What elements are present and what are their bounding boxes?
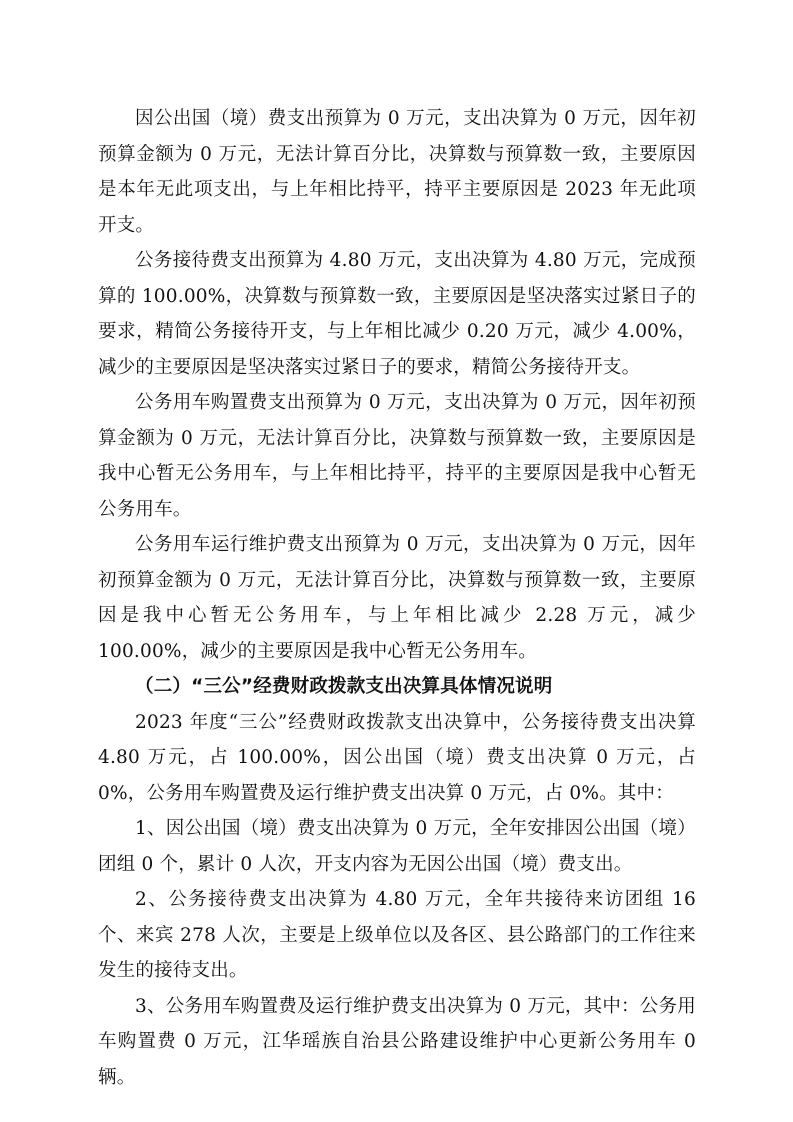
- paragraph-item-1: 1、因公出国（境）费支出决算为 0 万元，全年安排因公出国（境）团组 0 个，累计 0 人次，开支内容为无因公出国（境）费支出。: [98, 818, 696, 875]
- paragraph-summary: 2023 年度“三公”经费财政拨款支出决算中，公务接待费支出决算 4.80 万元，占 100.00%，因公出国（境）费支出决算 0 万元，占 0%，公务用车购置费及运行维护费支出决算 0 万元，占 0%。其中：: [98, 711, 696, 804]
- paragraph-overseas-expense: 因公出国（境）费支出预算为 0 万元，支出决算为 0 万元，因年初预算金额为 0 万元，无法计算百分比，决算数与预算数一致，主要原因是本年无此项支出，与上年相比持平，持平主要原因是 2023 年无此项开支。: [98, 108, 696, 236]
- paragraph-item-2: 2、公务接待费支出决算为 4.80 万元，全年共接待来访团组 16 个、来宾 278 人次，主要是上级单位以及各区、县公路部门的工作往来发生的接待支出。: [98, 889, 696, 981]
- paragraph-vehicle-operation: 公务用车运行维护费支出预算为 0 万元，支出决算为 0 万元，因年初预算金额为 0 万元，无法计算百分比，决算数与预算数一致，主要原因是我中心暂无公务用车，与上年相比减少 2.28 万元，减少 100.00%，减少的主要原因是我中心暂无公务用车。: [98, 534, 696, 662]
- section-heading: （二）“三公”经费财政拨款支出决算具体情况说明: [135, 676, 553, 697]
- paragraph-reception-expense: 公务接待费支出预算为 4.80 万元，支出决算为 4.80 万元，完成预算的 100.00%，决算数与预算数一致，主要原因是坚决落实过紧日子的要求，精简公务接待开支，与上年相比减少 0.20 万元，减少 4.00%，减少的主要原因是坚决落实过紧日子的要求，精简公务接待开支。: [98, 250, 696, 378]
- paragraph-vehicle-purchase: 公务用车购置费支出预算为 0 万元，支出决算为 0 万元，因年初预算金额为 0 万元，无法计算百分比，决算数与预算数一致，主要原因是我中心暂无公务用车，与上年相比持平，持平的主要原因是我中心暂无公务用车。: [98, 392, 696, 520]
- document-body: [98, 101, 696, 1095]
- paragraph-item-3: 3、公务用车购置费及运行维护费支出决算为 0 万元，其中：公务用车购置费 0 万元，江华瑶族自治县公路建设维护中心更新公务用车 0 辆。: [98, 995, 696, 1088]
